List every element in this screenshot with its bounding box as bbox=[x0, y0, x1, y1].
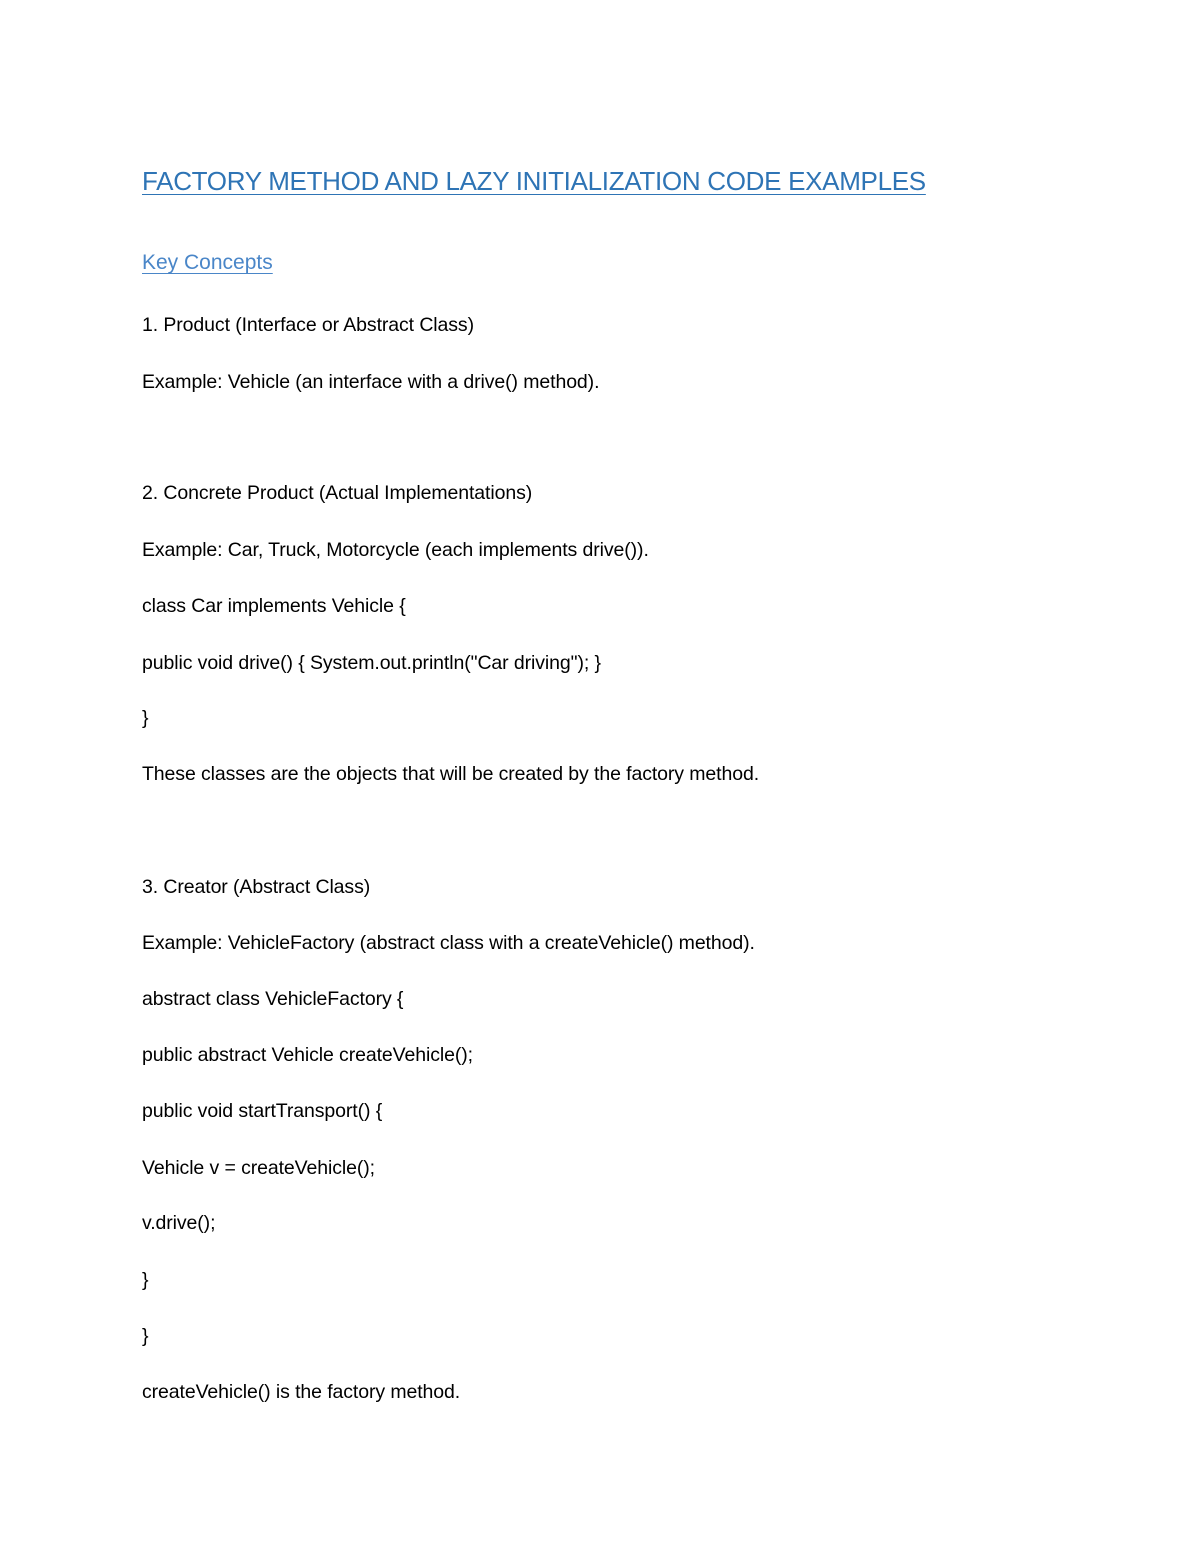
code-line: public void startTransport() { bbox=[142, 1100, 383, 1122]
code-line: public abstract Vehicle createVehicle(); bbox=[142, 1044, 473, 1066]
concept-heading-concrete-product: 2. Concrete Product (Actual Implementations) bbox=[142, 482, 533, 504]
code-line: class Car implements Vehicle { bbox=[142, 595, 406, 617]
concrete-product-example: Example: Car, Truck, Motorcycle (each implements drive()). bbox=[142, 539, 649, 561]
creator-note: createVehicle() is the factory method. bbox=[142, 1381, 461, 1403]
concept-heading-creator: 3. Creator (Abstract Class) bbox=[142, 876, 371, 898]
code-line: Vehicle v = createVehicle(); bbox=[142, 1157, 375, 1179]
document-title: FACTORY METHOD AND LAZY INITIALIZATION CODE EXAMPLES bbox=[142, 166, 926, 196]
creator-example: Example: VehicleFactory (abstract class with a createVehicle() method). bbox=[142, 932, 755, 954]
code-line: } bbox=[142, 707, 149, 729]
code-line: abstract class VehicleFactory { bbox=[142, 988, 404, 1010]
code-line: public void drive() { System.out.println("Car driving"); } bbox=[142, 652, 601, 674]
concept-heading-product: 1. Product (Interface or Abstract Class) bbox=[142, 314, 474, 336]
code-line: v.drive(); bbox=[142, 1212, 216, 1234]
code-line: } bbox=[142, 1269, 149, 1291]
product-example: Example: Vehicle (an interface with a drive() method). bbox=[142, 371, 600, 393]
section-heading-key-concepts: Key Concepts bbox=[142, 251, 273, 274]
code-line: } bbox=[142, 1325, 149, 1347]
concrete-product-note: These classes are the objects that will be created by the factory method. bbox=[142, 763, 760, 785]
